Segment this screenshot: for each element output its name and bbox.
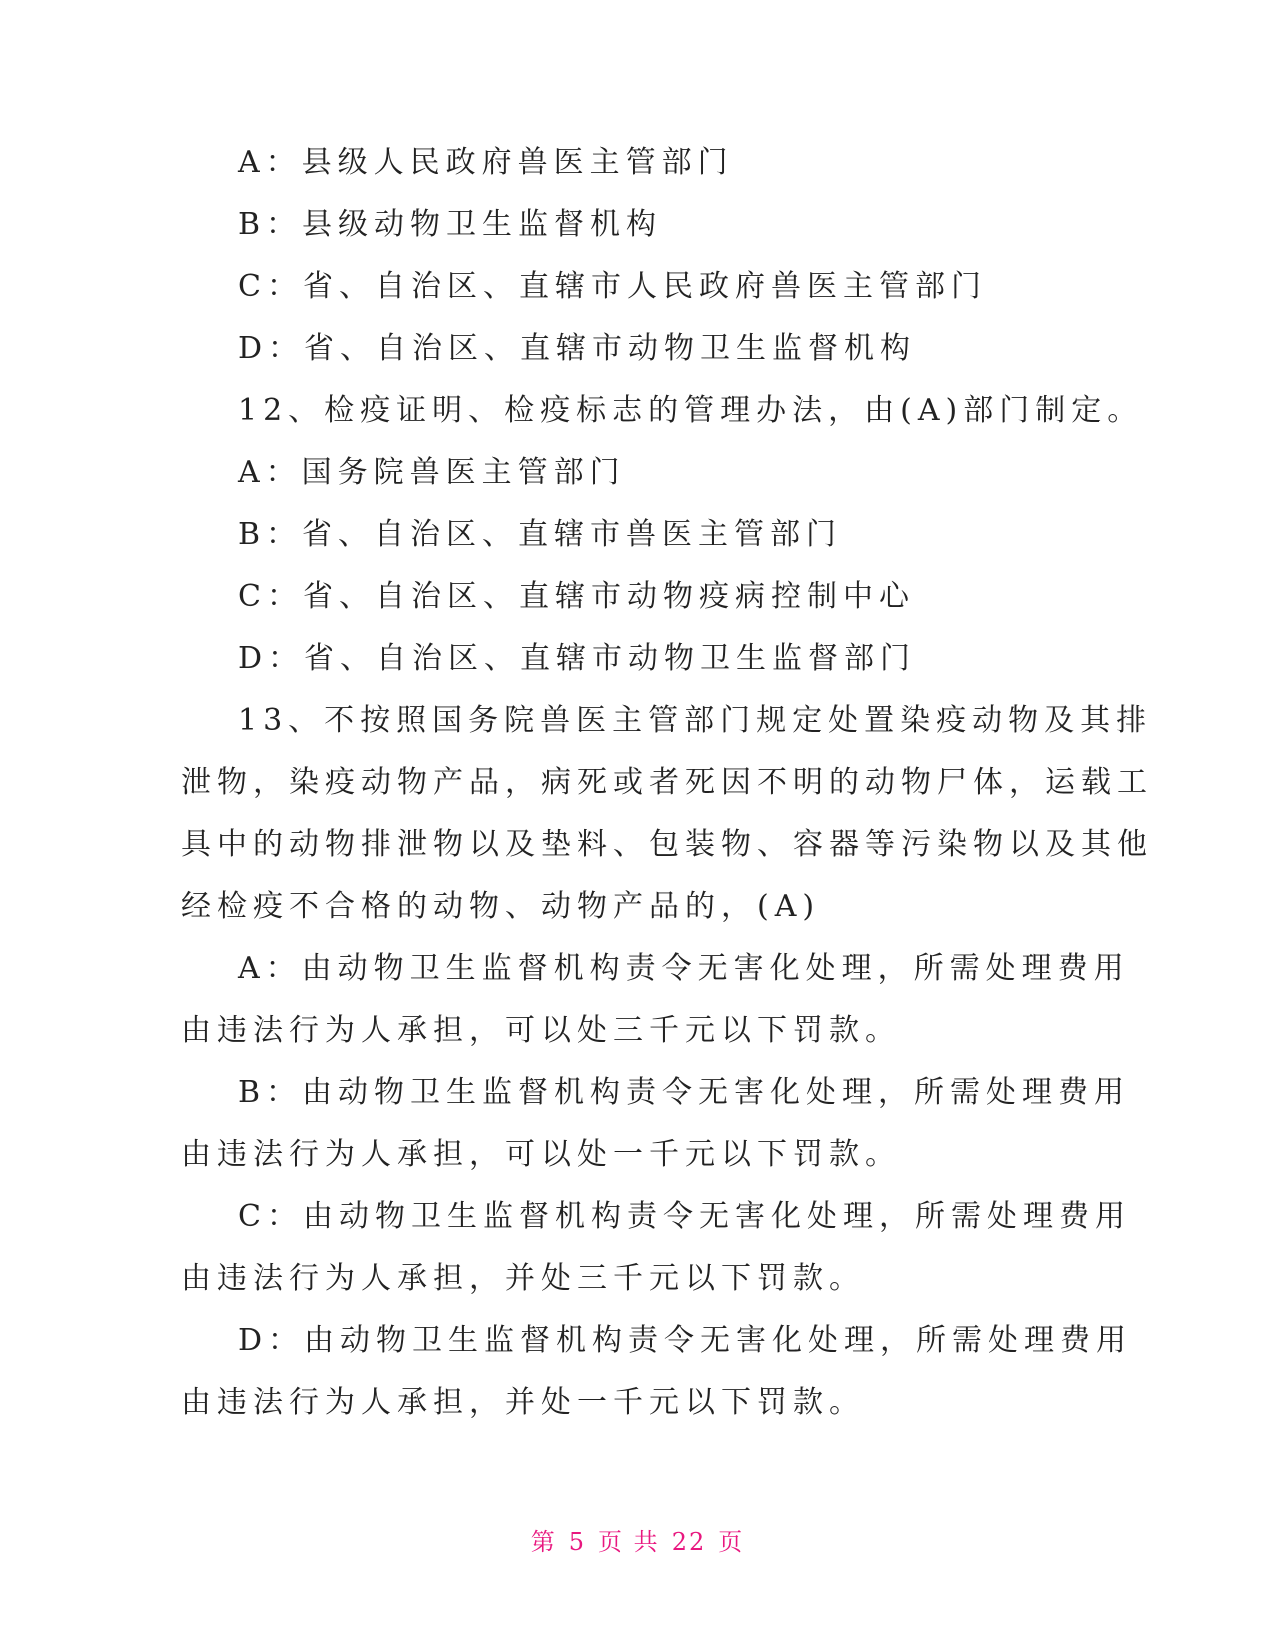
option-a-text: A：县级人民政府兽医主管部门 bbox=[238, 145, 734, 180]
option-c-text-cont: 由违法行为人承担，并处三千元以下罚款。 bbox=[181, 1261, 865, 1296]
question-12-text: 12、检疫证明、检疫标志的管理办法，由(A)部门制定。 bbox=[238, 393, 1144, 428]
total-pages: 22 bbox=[671, 1528, 707, 1556]
option-a-text: A：国务院兽医主管部门 bbox=[238, 455, 626, 490]
option-c-text: C：省、自治区、直辖市动物疫病控制中心 bbox=[238, 579, 915, 614]
question-13-text: 13、不按照国务院兽医主管部门规定处置染疫动物及其排 bbox=[238, 703, 1153, 738]
option-b-text: B：由动物卫生监督机构责令无害化处理，所需处理费用 bbox=[238, 1075, 1131, 1110]
option-a-text-cont: 由违法行为人承担，可以处三千元以下罚款。 bbox=[181, 1013, 901, 1048]
option-b-text: B：省、自治区、直辖市兽医主管部门 bbox=[238, 517, 843, 552]
question-13-text-cont: 具中的动物排泄物以及垫料、包装物、容器等污染物以及其他 bbox=[181, 827, 1153, 862]
question-13-text-cont: 经检疫不合格的动物、动物产品的，(A) bbox=[181, 889, 821, 924]
option-d-text-cont: 由违法行为人承担，并处一千元以下罚款。 bbox=[181, 1385, 865, 1420]
page-footer bbox=[0, 1522, 1275, 1557]
page-number: 5 bbox=[568, 1528, 587, 1556]
option-d-text: D：省、自治区、直辖市动物卫生监督部门 bbox=[238, 641, 917, 676]
option-a-text: A：由动物卫生监督机构责令无害化处理，所需处理费用 bbox=[238, 951, 1130, 986]
footer-middle: 页 共 bbox=[598, 1528, 660, 1556]
footer-prefix: 第 bbox=[530, 1528, 557, 1556]
question-13-text-cont: 泄物，染疫动物产品，病死或者死因不明的动物尸体，运载工 bbox=[181, 765, 1153, 800]
option-d-text: D：由动物卫生监督机构责令无害化处理，所需处理费用 bbox=[238, 1323, 1133, 1358]
footer-suffix: 页 bbox=[718, 1528, 745, 1556]
option-c-text: C：由动物卫生监督机构责令无害化处理，所需处理费用 bbox=[238, 1199, 1131, 1234]
option-c-text: C：省、自治区、直辖市人民政府兽医主管部门 bbox=[238, 269, 987, 304]
option-b-text-cont: 由违法行为人承担，可以处一千元以下罚款。 bbox=[181, 1137, 901, 1172]
option-b-text: B：县级动物卫生监督机构 bbox=[238, 207, 663, 242]
option-d-text: D：省、自治区、直辖市动物卫生监督机构 bbox=[238, 331, 917, 366]
